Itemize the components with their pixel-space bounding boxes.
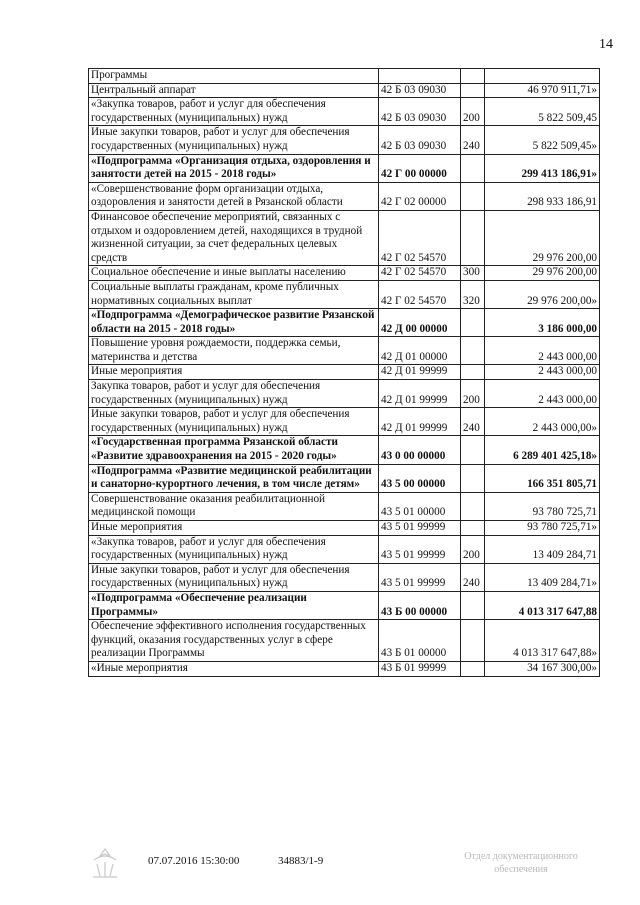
row-code: 42 Г 02 00000 bbox=[379, 182, 461, 210]
row-type: 200 bbox=[461, 98, 485, 126]
row-amount: 29 976 200,00 bbox=[485, 266, 600, 281]
row-code: 42 Г 02 54570 bbox=[379, 266, 461, 281]
table-row bbox=[89, 591, 600, 619]
row-name: Центральный аппарат bbox=[89, 83, 379, 98]
table-row bbox=[89, 210, 600, 265]
budget-table-body bbox=[89, 69, 600, 677]
row-name: Иные мероприятия bbox=[89, 521, 379, 536]
row-amount: 3 186 000,00 bbox=[485, 309, 600, 337]
row-type bbox=[461, 591, 485, 619]
row-type: 300 bbox=[461, 266, 485, 281]
row-code: 42 Г 02 54570 bbox=[379, 210, 461, 265]
row-amount: 34 167 300,00» bbox=[485, 661, 600, 676]
row-amount: 4 013 317 647,88 bbox=[485, 591, 600, 619]
row-name: Социальные выплаты гражданам, кроме публичных нормативных социальных выплат bbox=[89, 280, 379, 308]
row-amount: 93 780 725,71» bbox=[485, 521, 600, 536]
row-type bbox=[461, 210, 485, 265]
row-code: 43 0 00 00000 bbox=[379, 436, 461, 464]
table-row bbox=[89, 380, 600, 408]
row-code: 42 Б 03 09030 bbox=[379, 126, 461, 154]
row-code: 42 Д 01 99999 bbox=[379, 380, 461, 408]
table-row bbox=[89, 408, 600, 436]
table-row bbox=[89, 436, 600, 464]
row-name: Иные закупки товаров, работ и услуг для обеспечения государственных (муниципальных) нужд bbox=[89, 563, 379, 591]
row-name: «Государственная программа Рязанской области «Развитие здравоохранения на 2015 - 2020 годы» bbox=[89, 436, 379, 464]
row-name: «Иные мероприятия bbox=[89, 661, 379, 676]
row-type: 320 bbox=[461, 280, 485, 308]
row-name: «Закупка товаров, работ и услуг для обеспечения государственных (муниципальных) нужд bbox=[89, 535, 379, 563]
row-type bbox=[461, 436, 485, 464]
footer-doc-number: 34883/1-9 bbox=[278, 855, 324, 867]
row-amount: 93 780 725,71 bbox=[485, 492, 600, 520]
row-name: Иные мероприятия bbox=[89, 365, 379, 380]
row-amount bbox=[485, 69, 600, 84]
table-row bbox=[89, 126, 600, 154]
footer-department-note: Отдел документационного обеспечения bbox=[464, 851, 578, 875]
row-amount: 13 409 284,71 bbox=[485, 535, 600, 563]
row-amount: 13 409 284,71» bbox=[485, 563, 600, 591]
row-type bbox=[461, 83, 485, 98]
table-row bbox=[89, 492, 600, 520]
table-row bbox=[89, 182, 600, 210]
footer-date: 07.07.2016 15:30:00 bbox=[148, 855, 240, 867]
row-type: 200 bbox=[461, 380, 485, 408]
page-number: 14 bbox=[599, 37, 613, 52]
row-amount: 2 443 000,00» bbox=[485, 408, 600, 436]
row-amount: 5 822 509,45 bbox=[485, 98, 600, 126]
row-code: 42 Д 01 99999 bbox=[379, 365, 461, 380]
row-amount: 46 970 911,71» bbox=[485, 83, 600, 98]
row-code: 42 Б 03 09030 bbox=[379, 98, 461, 126]
row-code: 42 Д 01 99999 bbox=[379, 408, 461, 436]
row-type bbox=[461, 661, 485, 676]
table-row bbox=[89, 620, 600, 662]
row-name: «Подпрограмма «Развитие медицинской реабилитации и санаторно-курортного лечения, в том числе детям» bbox=[89, 464, 379, 492]
row-type: 200 bbox=[461, 535, 485, 563]
table-row bbox=[89, 337, 600, 365]
row-type bbox=[461, 620, 485, 662]
row-type: 240 bbox=[461, 126, 485, 154]
row-type bbox=[461, 365, 485, 380]
row-amount: 29 976 200,00» bbox=[485, 280, 600, 308]
table-row bbox=[89, 83, 600, 98]
table-row bbox=[89, 464, 600, 492]
row-amount: 298 933 186,91 bbox=[485, 182, 600, 210]
row-code: 42 Д 01 00000 bbox=[379, 337, 461, 365]
row-amount: 299 413 186,91» bbox=[485, 154, 600, 182]
row-code: 43 5 00 00000 bbox=[379, 464, 461, 492]
table-row bbox=[89, 69, 600, 84]
table-row bbox=[89, 280, 600, 308]
row-code: 43 5 01 99999 bbox=[379, 535, 461, 563]
row-amount: 4 013 317 647,88» bbox=[485, 620, 600, 662]
row-type: 240 bbox=[461, 408, 485, 436]
row-code: 43 Б 01 99999 bbox=[379, 661, 461, 676]
budget-table bbox=[88, 68, 600, 677]
row-name: Программы bbox=[89, 69, 379, 84]
row-amount: 2 443 000,00 bbox=[485, 380, 600, 408]
row-name: Закупка товаров, работ и услуг для обеспечения государственных (муниципальных) нужд bbox=[89, 380, 379, 408]
table-row bbox=[89, 521, 600, 536]
row-code: 42 Б 03 09030 bbox=[379, 83, 461, 98]
row-code: 43 5 01 99999 bbox=[379, 563, 461, 591]
row-type bbox=[461, 182, 485, 210]
row-code: 42 Г 00 00000 bbox=[379, 154, 461, 182]
table-row bbox=[89, 309, 600, 337]
row-type bbox=[461, 154, 485, 182]
row-code: 42 Г 02 54570 bbox=[379, 280, 461, 308]
row-code: 42 Д 00 00000 bbox=[379, 309, 461, 337]
row-type bbox=[461, 69, 485, 84]
table-row bbox=[89, 535, 600, 563]
row-name: Иные закупки товаров, работ и услуг для обеспечения государственных (муниципальных) нужд bbox=[89, 126, 379, 154]
row-name: Обеспечение эффективного исполнения государственных функций, оказания государственных услуг в сфере реализации Программы bbox=[89, 620, 379, 662]
row-name: «Подпрограмма «Демографическое развитие Рязанской области на 2015 - 2018 годы» bbox=[89, 309, 379, 337]
row-code: 43 5 01 00000 bbox=[379, 492, 461, 520]
row-amount: 29 976 200,00 bbox=[485, 210, 600, 265]
table-row bbox=[89, 661, 600, 676]
row-name: Финансовое обеспечение мероприятий, связанных с отдыхом и оздоровлением детей, находящихся в трудной жизненной ситуации, за счет федеральных целевых средств bbox=[89, 210, 379, 265]
row-name: «Закупка товаров, работ и услуг для обеспечения государственных (муниципальных) нужд bbox=[89, 98, 379, 126]
row-amount: 5 822 509,45» bbox=[485, 126, 600, 154]
table-row bbox=[89, 266, 600, 281]
row-code: 43 5 01 99999 bbox=[379, 521, 461, 536]
row-name: «Совершенствование форм организации отдыха, оздоровления и занятости детей в Рязанской области bbox=[89, 182, 379, 210]
row-name: «Подпрограмма «Организация отдыха, оздоровления и занятости детей на 2015 - 2018 годы» bbox=[89, 154, 379, 182]
row-type bbox=[461, 464, 485, 492]
row-code: 43 Б 01 00000 bbox=[379, 620, 461, 662]
table-row bbox=[89, 563, 600, 591]
row-amount: 2 443 000,00 bbox=[485, 337, 600, 365]
table-row bbox=[89, 98, 600, 126]
row-type bbox=[461, 337, 485, 365]
row-type bbox=[461, 492, 485, 520]
row-name: Повышение уровня рождаемости, поддержка семьи, материнства и детства bbox=[89, 337, 379, 365]
table-row bbox=[89, 154, 600, 182]
row-type bbox=[461, 309, 485, 337]
row-type: 240 bbox=[461, 563, 485, 591]
row-code: 43 Б 00 00000 bbox=[379, 591, 461, 619]
row-name: Социальное обеспечение и иные выплаты населению bbox=[89, 266, 379, 281]
row-amount: 2 443 000,00 bbox=[485, 365, 600, 380]
row-code bbox=[379, 69, 461, 84]
row-name: Иные закупки товаров, работ и услуг для обеспечения государственных (муниципальных) нужд bbox=[89, 408, 379, 436]
row-type bbox=[461, 521, 485, 536]
emblem-icon bbox=[88, 846, 122, 880]
table-row bbox=[89, 365, 600, 380]
row-name: «Подпрограмма «Обеспечение реализации Программы» bbox=[89, 591, 379, 619]
row-amount: 166 351 805,71 bbox=[485, 464, 600, 492]
row-amount: 6 289 401 425,18» bbox=[485, 436, 600, 464]
row-name: Совершенствование оказания реабилитационной медицинской помощи bbox=[89, 492, 379, 520]
